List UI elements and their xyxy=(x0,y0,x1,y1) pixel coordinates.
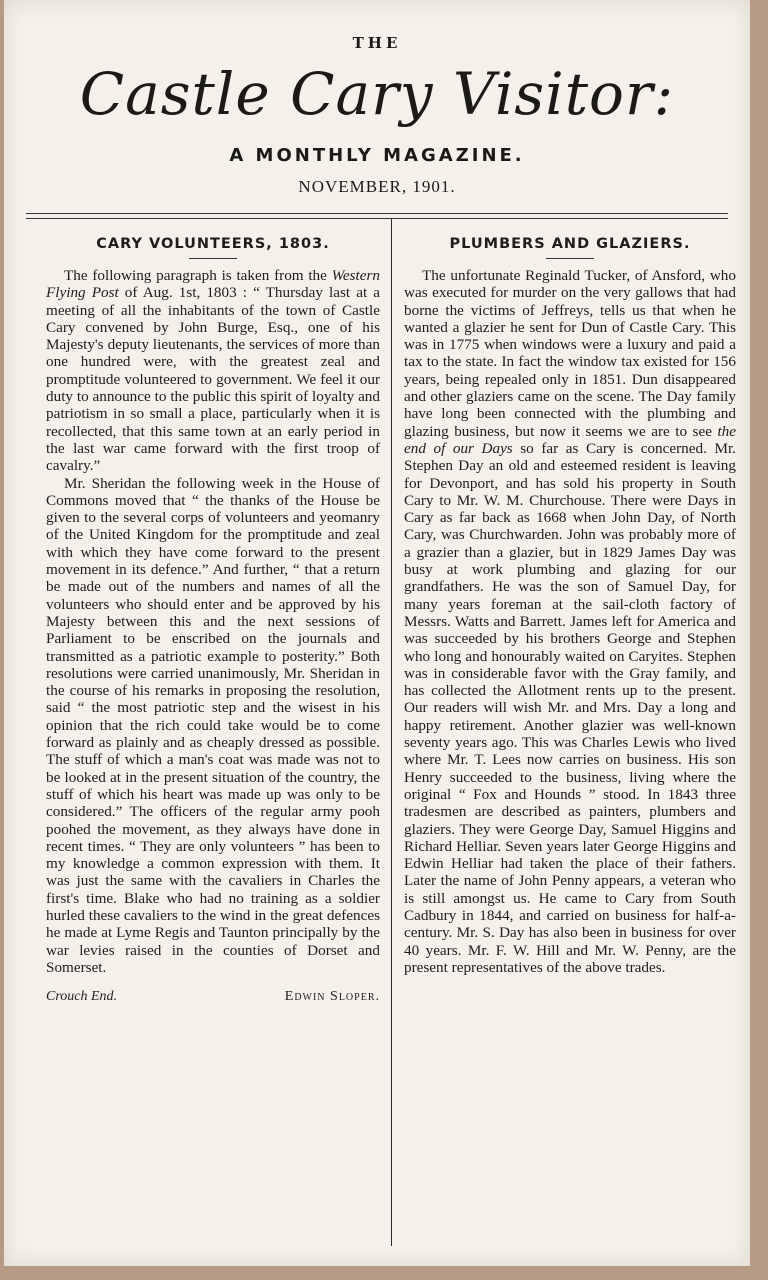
magazine-subtitle: A MONTHLY MAGAZINE. xyxy=(229,145,525,166)
newspaper-title: Western Flying Post xyxy=(46,267,380,302)
heading-rule xyxy=(189,258,237,259)
article-paragraph xyxy=(46,267,380,475)
italic-phrase: the end of our Days xyxy=(404,422,736,457)
paragraph-text: The unfortunate Reginald Tucker, of Ansford, who was executed for murder on the very gallows that had borne the victims of Jeffreys, tells us that when he wanted a glazier he sent for Dun of Castle Cary. This was in 1775 when windows were a luxury and paid a tax to the state. In fact the window tax existed for 156 years, being repealed only in 1851. Dun disappeared and other glaziers came on the scene. The Day family have long been connected with the plumbing and glazing business, but now it seems we are to see xyxy=(404,267,736,440)
article-paragraph xyxy=(404,267,736,976)
header-rule-lower xyxy=(26,218,728,219)
paragraph-text: The following paragraph is taken from the xyxy=(64,267,332,284)
paragraph-text: so far as Cary is concerned. Mr. Stephen Day an old and esteemed resident is leaving for Devonport, and has sold his property in South Cary to Mr. W. M. Churchouse. There were Days in Cary as far back as 1668 when John Day, of North Cary, was Churchwarden. John was probably more of a grazier than a glazier, but in 1829 James Day was busy at work plumbing and glazing for our grandfathers. He was the son of Samuel Day, for many years foreman at the sail-cloth factory of Messrs. Watts and Barrett. James left for America and was succeeded by his brothers George and Stephen who long and honourably waited on Caryites. Stephen was in considerable favor with the Gray family, and has collected the Allotment rents up to the present. Our readers will wish Mr. and Mrs. Day a long and happy retirement. Another glazier was well-known seventy years ago. This was Charles Lewis who lived where Mr. T. Lees now carries on business. His son Henry succeeded to the business, living where the original “ Fox and Hounds ” stood. In 1843 three tradesmen are described as painters, plumbers and glaziers. They were George Day, Samuel Higgins and Richard Helliar. Seven years later George Higgins and Edwin Helliar had taken the place of their fathers. Later the name of John Penny appears, a veteran who is still amongst us. He came to Cary from South Cadbury in 1844, and carried on business for half-a-century. Mr. S. Day has also been in business for over 40 years. Mr. F. W. Hill and Mr. W. Penny, are the present representatives of the above trades. xyxy=(404,439,736,976)
masthead-article: THE xyxy=(352,34,402,52)
heading-rule xyxy=(546,258,594,259)
article-heading: CARY VOLUNTEERS, 1803. xyxy=(96,236,330,252)
paragraph-text: of Aug. 1st, 1803 : “ Thursday last at a meeting of all the inhabitants of the town of Castle Cary convened by John Burge, Esq., one of his Majesty's deputy lieutenants, the services of more than one hundred were, with the greatest zeal and promptitude volunteered to government. We feel it our duty to announce to the public this spirit of loyalty and patriotism in so small a place, particularly when it is recollected, that this same town at an early period in the last war came forward with the first troop of cavalry.” xyxy=(46,284,381,475)
column-divider xyxy=(391,219,392,1246)
magazine-title: Castle Cary Visitor: xyxy=(79,60,675,128)
header-rule-upper xyxy=(26,213,728,214)
article-heading: PLUMBERS AND GLAZIERS. xyxy=(449,236,691,252)
signature-place: Crouch End. xyxy=(46,989,118,1005)
masthead xyxy=(4,34,750,198)
signature-line xyxy=(46,988,380,1005)
article-cary-volunteers xyxy=(46,228,380,1005)
magazine-page xyxy=(4,0,750,1266)
article-plumbers-glaziers xyxy=(404,228,736,976)
article-paragraph: Mr. Sheridan the following week in the House of Commons moved that “ the thanks of the House be given to the several corps of volunteers and yeomanry of the United Kingdom for the promptitude and zeal with which they have come forward to the present movement in its defence.” And further, “ that a return be made out of the numbers and names of all the volunteers who should enter and be approved by his Majesty between this and the next sessions of Parliament to be enscribed on the journals and transmitted as a patriotic example to posterity.” Both resolutions were carried unanimously, Mr. Sheridan in the course of his remarks in proposing the resolution, said “ the most patriotic step and the wisest in his opinion that the rich could take would be to come forward as plainly and as cheaply dressed as possible. The stuff of which a man's coat was made was not to be looked at in the present situation of the country, the stuff of which his heart was made up was only to be considered.” The officers of the regular army pooh poohed the movement, as they always have done in recent times. “ They are only volunteers ” has been to my knowledge a common expression with them. It was just the same with the cavaliers in Charles the first's time. Blake who had no training as a soldier hurled these cavaliers to the wind in the great defences he made at Lyme Regis and Taunton principally by the war levies raised in the counties of Dorset and Somerset. xyxy=(46,474,380,976)
signature-author: Edwin Sloper. xyxy=(284,989,380,1005)
issue-date: NOVEMBER, 1901. xyxy=(298,177,456,196)
